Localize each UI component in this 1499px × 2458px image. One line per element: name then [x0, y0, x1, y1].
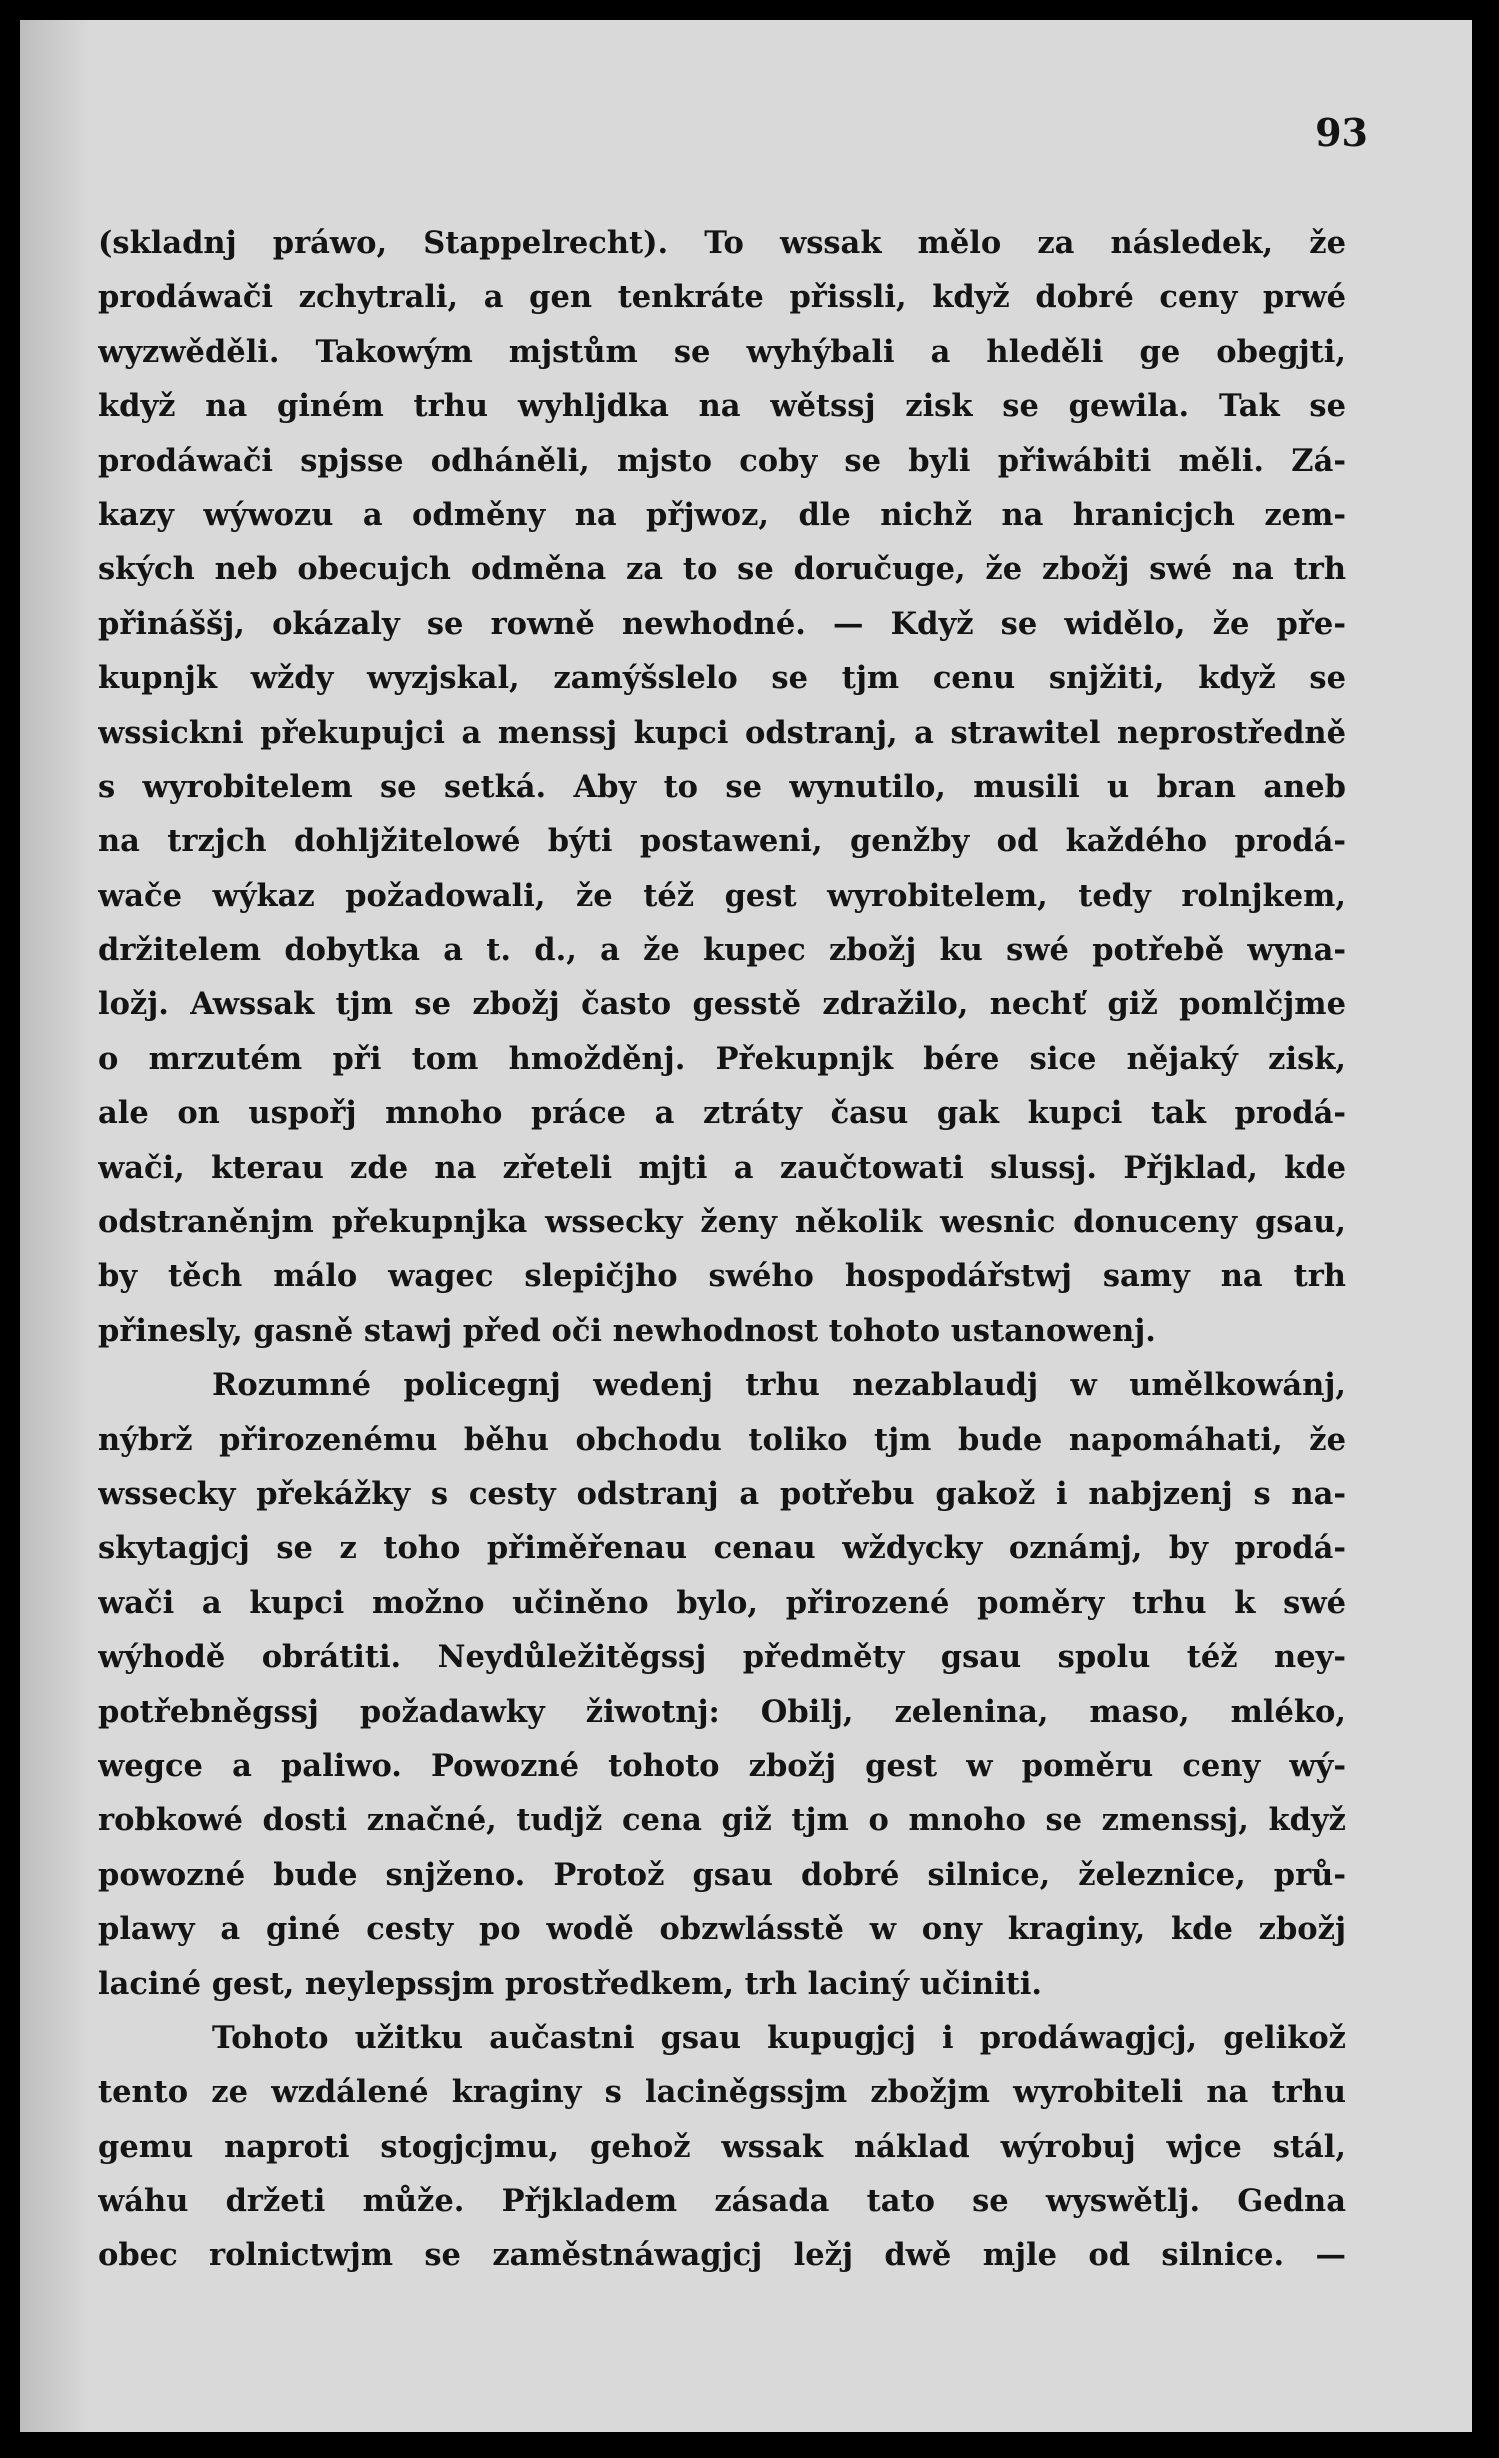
text-line: wači a kupci možno učiněno bylo, přirozené poměry trhu k swé [98, 1584, 1346, 1621]
text-line: robkowé dosti značné, tudjž cena giž tjm o mnoho se zmenssj, když [98, 1802, 1346, 1839]
text-line: na trzjch dohljžitelowé býti postaweni, genžby od každého prodá- [98, 823, 1346, 860]
page-number: 93 [1315, 110, 1368, 155]
text-line: by těch málo wagec slepičjho swého hospodářstwj samy na trh [98, 1258, 1346, 1295]
text-line: wssecky překážky s cesty odstranj a potřebu gakož i nabjzenj s na- [98, 1475, 1346, 1512]
text-line: wssickni překupujci a menssj kupci odstranj, a strawitel neprostředně [98, 714, 1346, 751]
text-line: o mrzutém při tom hmožděnj. Překupnjk bére sice nějaký zisk, [98, 1040, 1346, 1077]
paragraph-start-line: Tohoto užitku aučastni gsau kupugjcj i prodáwagjcj, gelikož [212, 2019, 1346, 2056]
text-line: odstraněnjm překupnjka wssecky ženy několik wesnic donuceny gsau, [98, 1204, 1346, 1241]
text-line: držitelem dobytka a t. d., a že kupec zbožj ku swé potřebě wyna- [98, 932, 1346, 969]
text-line: ských neb obecujch odměna za to se doručuge, že zbožj swé na trh [98, 551, 1346, 588]
text-line: plawy a giné cesty po wodě obzwlásstě w ony kraginy, kde zbožj [98, 1911, 1346, 1948]
text-line: nýbrž přirozenému běhu obchodu toliko tjm bude napomáhati, že [98, 1421, 1346, 1458]
text-line: ložj. Awssak tjm se zbožj často gesstě zdražilo, nechť giž pomlčjme [98, 986, 1346, 1023]
text-line: wáhu držeti může. Přjkladem zásada tato se wyswětlj. Gedna [98, 2183, 1346, 2220]
text-line: když na giném trhu wyhljdka na wětssj zisk se gewila. Tak se [98, 388, 1346, 425]
text-line: přináššj, okázaly se rowně newhodné. — Když se widělo, že pře- [98, 605, 1346, 642]
text-line: (skladnj práwo, Stappelrecht). To wssak mělo za následek, že [98, 225, 1346, 261]
paragraph-end-line: přinesly, gasně stawj před oči newhodnost tohoto ustanowenj. [98, 1312, 1156, 1349]
text-line: ale on uspořj mnoho práce a ztráty času gak kupci tak prodá- [98, 1095, 1346, 1132]
page-spine-shadow [20, 20, 90, 2432]
text-line: obec rolnictwjm se zaměstnáwagjcj ležj dwě mjle od silnice. — [98, 2237, 1346, 2274]
text-line: potřebněgssj požadawky žiwotnj: Obilj, zelenina, maso, mléko, [98, 1693, 1346, 1730]
text-line: wegce a paliwo. Powozné tohoto zbožj gest w poměru ceny wý- [98, 1747, 1346, 1784]
text-line: kazy wýwozu a odměny na přjwoz, dle nichž na hranicjch zem- [98, 496, 1346, 533]
paragraph-start-line: Rozumné policegnj wedenj trhu nezablaudj w umělkowánj, [212, 1367, 1346, 1404]
text-line: wači, kterau zde na zřeteli mjti a zaučtowati slussj. Přjklad, kde [98, 1149, 1346, 1186]
page-text-body [98, 216, 1346, 2283]
paragraph-end-line: laciné gest, neylepssjm prostředkem, trh laciný učiniti. [98, 1965, 1043, 2002]
text-line: prodáwači zchytrali, a gen tenkráte přissli, když dobré ceny prwé [98, 279, 1346, 316]
text-line: skytagjcj se z toho přiměřenau cenau wždycky oznámj, by prodá- [98, 1530, 1346, 1567]
text-line: tento ze wzdálené kraginy s laciněgssjm zbožjm wyrobiteli na trhu [98, 2074, 1346, 2111]
text-line: powozné bude snjženo. Protož gsau dobré silnice, železnice, prů- [98, 1856, 1346, 1893]
text-line: prodáwači spjsse odháněli, mjsto coby se byli přiwábiti měli. Zá- [98, 442, 1346, 479]
text-line: kupnjk wždy wyzjskal, zamýšslelo se tjm cenu snjžiti, když se [98, 660, 1346, 697]
text-line: wýhodě obrátiti. Neydůležitěgssj předměty gsau spolu též ney- [98, 1639, 1346, 1676]
book-page [20, 20, 1472, 2432]
text-line: gemu naproti stogjcjmu, gehož wssak náklad wýrobuj wjce stál, [98, 2128, 1346, 2165]
text-line: wyzwěděli. Takowým mjstům se wyhýbali a hleděli ge obegjti, [98, 333, 1346, 370]
text-line: s wyrobitelem se setká. Aby to se wynutilo, musili u bran aneb [98, 768, 1346, 805]
text-line: wače wýkaz požadowali, že též gest wyrobitelem, tedy rolnjkem, [98, 877, 1346, 914]
